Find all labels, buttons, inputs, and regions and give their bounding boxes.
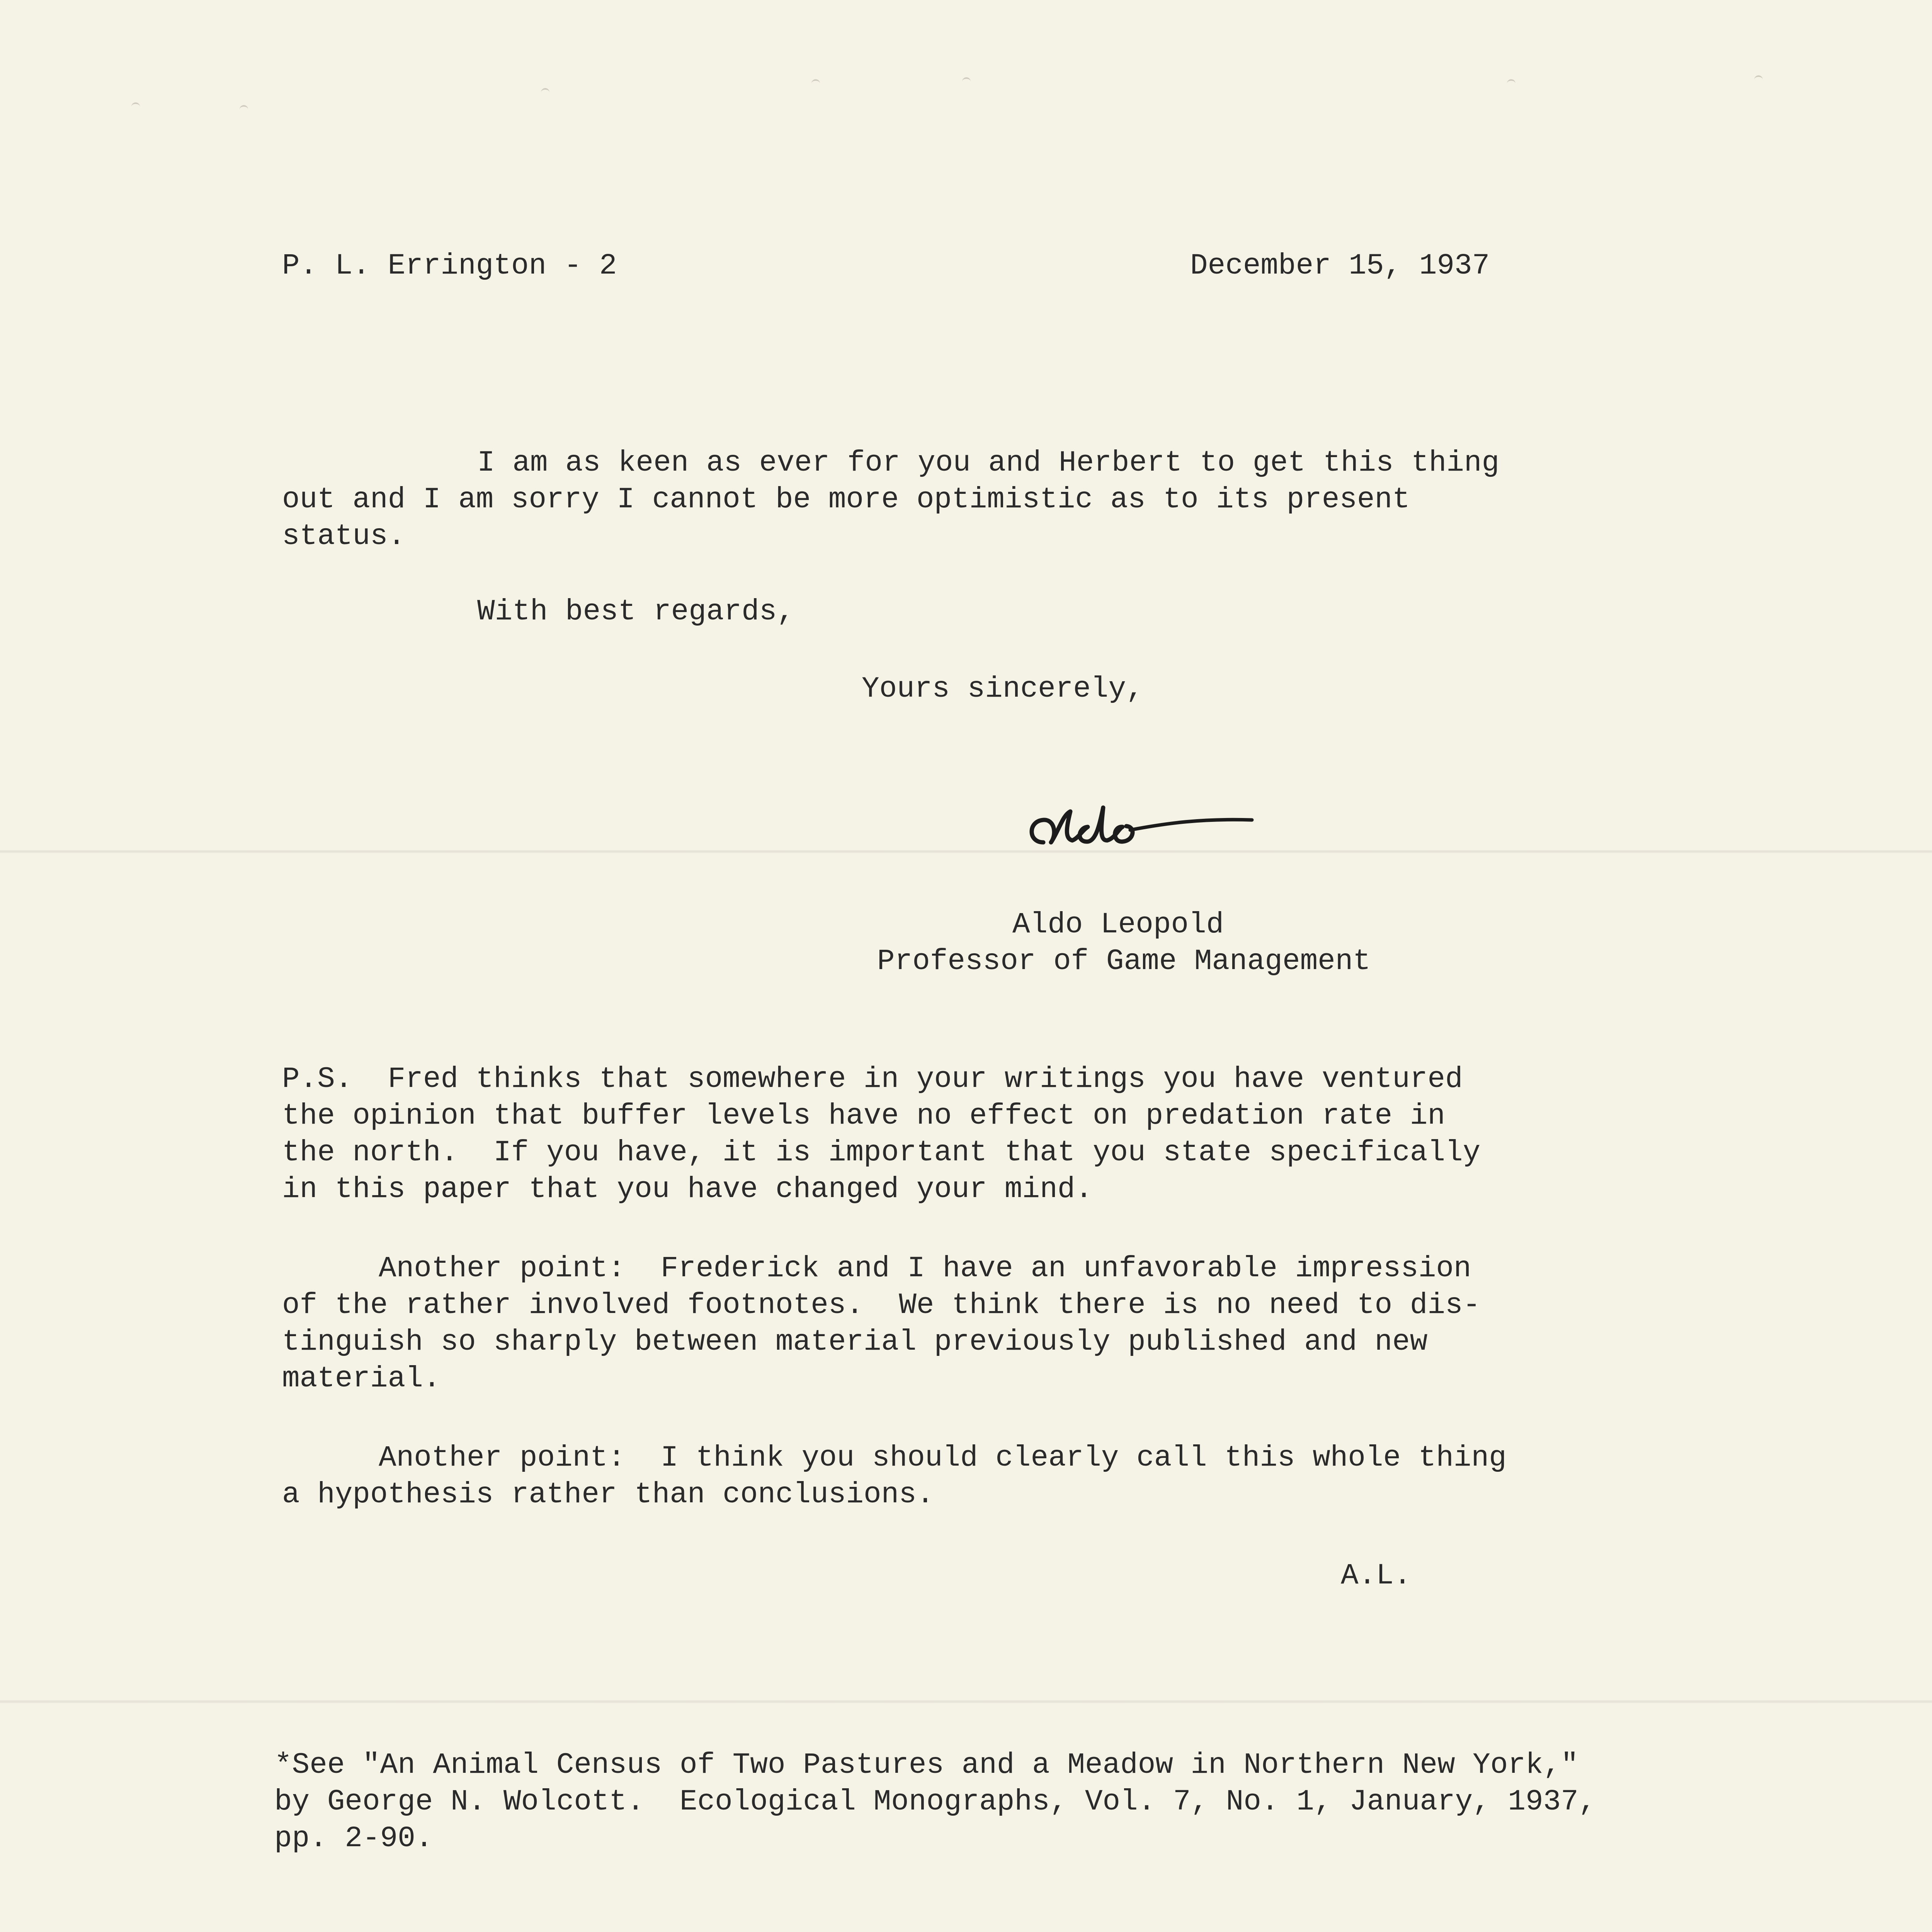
- postscript-line: the opinion that buffer levels have no effect on predation rate in: [282, 1099, 1446, 1133]
- punch-mark: [131, 102, 140, 109]
- footnote-line: pp. 2-90.: [274, 1822, 433, 1855]
- closing-initials: A.L.: [1341, 1559, 1412, 1592]
- signer-title: Professor of Game Management: [877, 945, 1371, 978]
- point-three-line: a hypothesis rather than conclusions.: [282, 1478, 934, 1511]
- point-three-line: Another point: I think you should clearly call this whole thing: [379, 1441, 1507, 1475]
- complimentary-close: Yours sincerely,: [862, 672, 1144, 706]
- point-two-line: material.: [282, 1362, 441, 1395]
- point-two-line: tinguish so sharply between material previously published and new: [282, 1325, 1428, 1359]
- body-line: I am as keen as ever for you and Herbert to get this thing: [477, 446, 1500, 480]
- point-two-line: Another point: Frederick and I have an unfavorable impression: [379, 1252, 1471, 1285]
- body-line: status.: [282, 520, 406, 553]
- paper-fold-lower: [0, 1700, 1932, 1703]
- postscript-line: P.S. Fred thinks that somewhere in your writings you have ventured: [282, 1063, 1463, 1096]
- letter-date: December 15, 1937: [1190, 249, 1490, 282]
- punch-mark: [541, 88, 549, 94]
- footnote-line: by George N. Wolcott. Ecological Monographs, Vol. 7, No. 1, January, 1937,: [274, 1785, 1596, 1818]
- punch-mark: [1507, 79, 1515, 85]
- handwritten-signature: [1020, 784, 1260, 877]
- punch-mark: [1754, 75, 1763, 82]
- footnote-line: *See "An Animal Census of Two Pastures and a Meadow in Northern New York,": [274, 1748, 1578, 1782]
- punch-mark: [962, 77, 971, 83]
- signer-name: Aldo Leopold: [1012, 908, 1224, 941]
- body-line: out and I am sorry I cannot be more optimistic as to its present: [282, 483, 1410, 516]
- point-two-line: of the rather involved footnotes. We think there is no need to dis-: [282, 1289, 1481, 1322]
- postscript-line: the north. If you have, it is important that you state specifically: [282, 1136, 1481, 1169]
- punch-mark: [811, 79, 820, 85]
- closing-regards: With best regards,: [477, 595, 794, 628]
- page-header-addressee: P. L. Errington - 2: [282, 249, 617, 282]
- paper-fold-upper: [0, 850, 1932, 853]
- postscript-line: in this paper that you have changed your mind.: [282, 1173, 1093, 1206]
- punch-mark: [240, 105, 248, 111]
